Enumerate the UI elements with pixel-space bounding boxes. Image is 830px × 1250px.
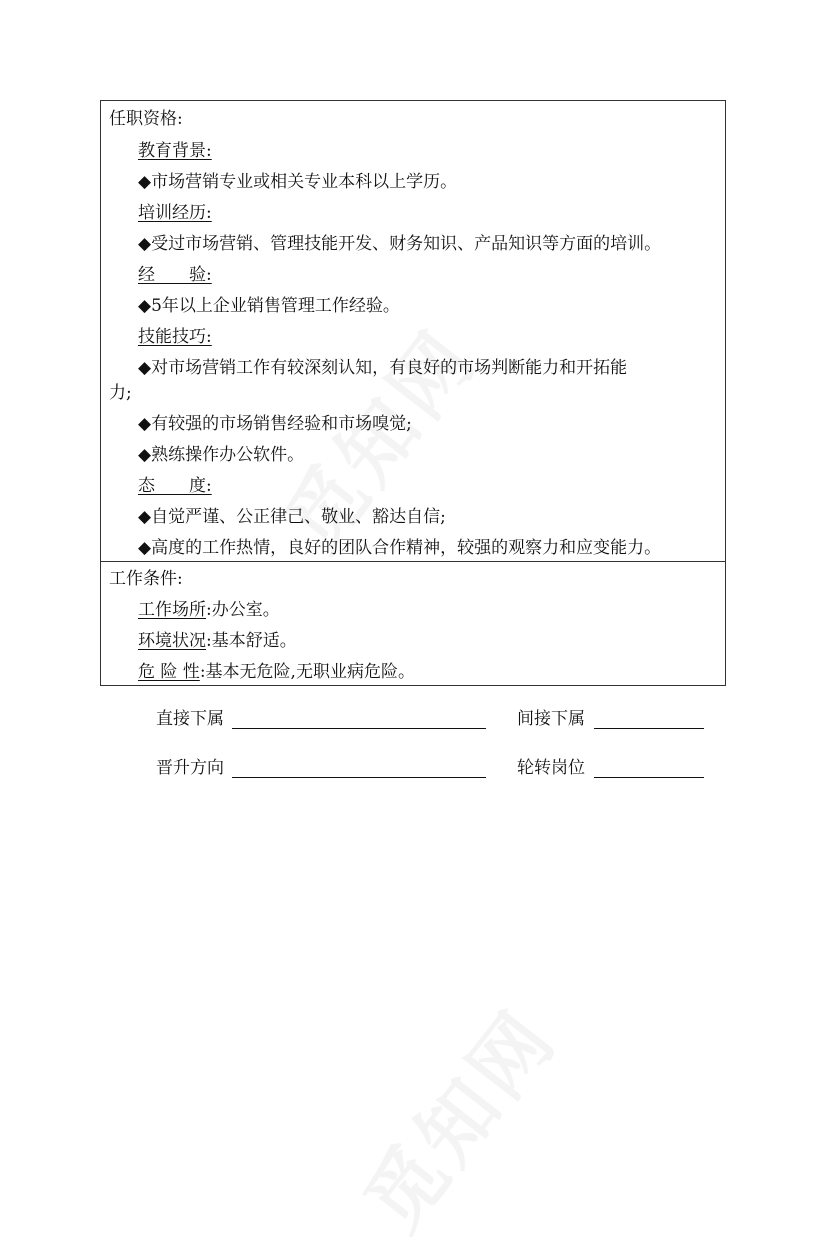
indirect-subordinate-label: 间接下属 — [517, 709, 585, 729]
training-label: 培训经历: — [138, 203, 212, 223]
training-item: ◆受过市场营销、管理技能开发、财务知识、产品知识等方面的培训。 — [138, 234, 662, 254]
conditions-heading: 工作条件: — [109, 569, 183, 589]
promotion-path-blank[interactable] — [232, 777, 486, 778]
qualifications-heading: 任职资格: — [109, 109, 183, 129]
attitude-label: 态 度: — [138, 476, 212, 496]
rotation-position-blank[interactable] — [594, 777, 704, 778]
skills-item-1: ◆对市场营销工作有较深刻认知，有良好的市场判断能力和开拓能 — [138, 358, 628, 378]
section-divider — [101, 561, 725, 562]
work-place-label: 工作场所 — [138, 600, 206, 620]
job-requirements-table — [100, 100, 726, 686]
education-item: ◆市场营销专业或相关专业本科以上学历。 — [138, 172, 458, 192]
experience-label: 经 验: — [138, 265, 212, 285]
work-place-row — [138, 600, 280, 620]
risk-label: 危 险 性 — [138, 662, 200, 682]
environment-label: 环境状况 — [138, 631, 206, 651]
promotion-path-label: 晋升方向 — [156, 758, 224, 778]
experience-item: ◆5年以上企业销售管理工作经验。 — [138, 296, 400, 316]
skills-label: 技能技巧: — [138, 327, 212, 347]
skills-item-3: ◆熟练操作办公软件。 — [138, 445, 305, 465]
work-place-value: :办公室。 — [206, 600, 280, 620]
attitude-item-1: ◆自觉严谨、公正律己、敬业、豁达自信; — [138, 507, 446, 527]
indirect-subordinate-blank[interactable] — [594, 728, 704, 729]
skills-item-2: ◆有较强的市场销售经验和市场嗅觉; — [138, 414, 412, 434]
environment-row — [138, 631, 297, 651]
rotation-position-label: 轮转岗位 — [517, 758, 585, 778]
attitude-item-2: ◆高度的工作热情，良好的团队合作精神，较强的观察力和应变能力。 — [138, 538, 662, 558]
environment-value: :基本舒适。 — [206, 631, 297, 651]
risk-value: :基本无危险,无职业病危险。 — [199, 662, 415, 682]
education-label: 教育背景: — [138, 141, 212, 161]
watermark-bottom — [334, 982, 577, 1250]
direct-subordinate-blank[interactable] — [232, 728, 486, 729]
risk-row — [138, 662, 415, 682]
skills-item-1-continued: 力; — [109, 383, 132, 403]
direct-subordinate-label: 直接下属 — [156, 709, 224, 729]
